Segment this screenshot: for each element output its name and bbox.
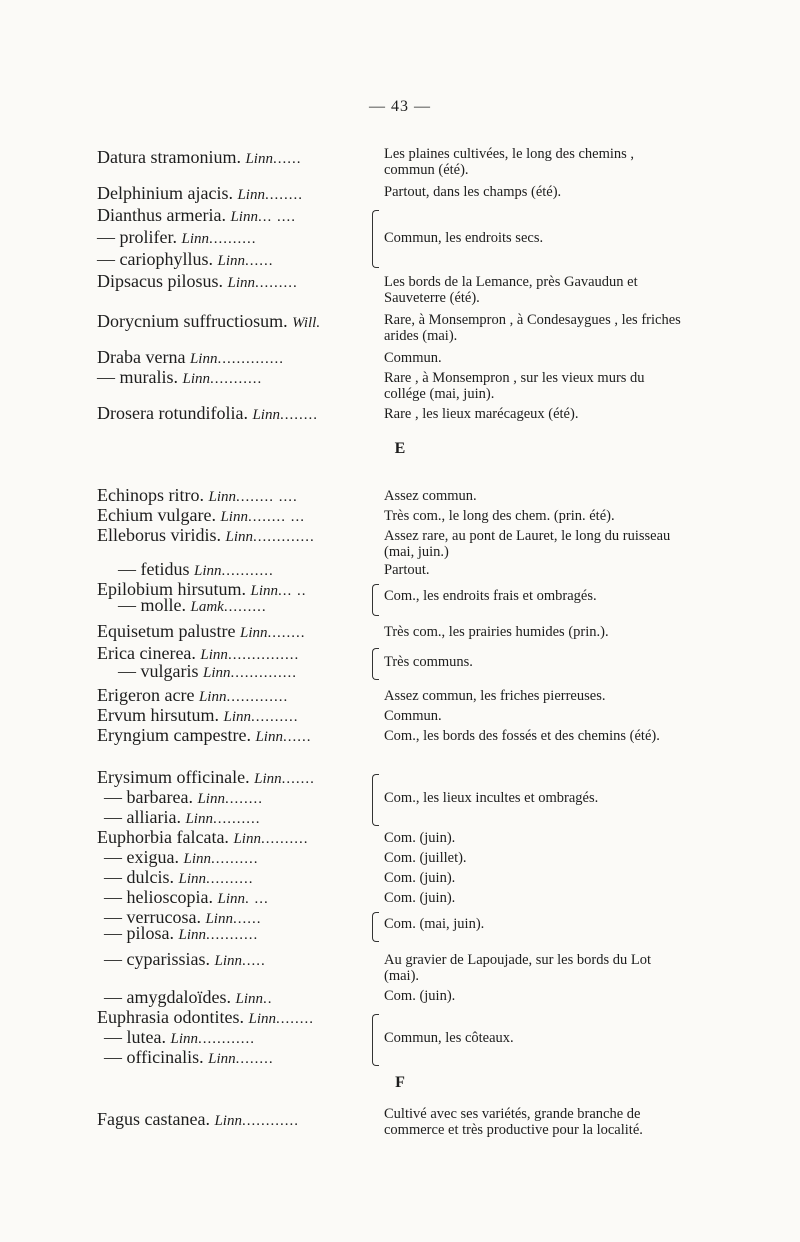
page-number: — 43 — — [369, 98, 431, 115]
species-name: — verrucosa. — [104, 907, 201, 927]
leader-dots: .......... — [260, 831, 309, 847]
entry-row — [0, 986, 800, 1008]
author: Linn — [245, 151, 273, 167]
author: Linn — [252, 407, 280, 423]
author: Linn — [170, 1031, 198, 1047]
species-name: Euphrasia odontites. — [97, 1007, 244, 1027]
author: Linn — [189, 351, 218, 367]
author: Lamk — [190, 599, 224, 615]
species-name: — prolifer. — [97, 227, 177, 247]
entry-row — [0, 866, 800, 888]
author: Linn — [235, 991, 263, 1007]
entry-row — [0, 558, 800, 580]
note: Rare , les lieux marécageux (été). — [384, 406, 579, 422]
note: Les plaines cultivées, le long des chemins , commun (été). — [384, 146, 635, 178]
leader-dots: ........ — [279, 407, 318, 423]
author: Linn — [250, 583, 279, 599]
author: Linn — [255, 729, 283, 745]
author: Linn — [197, 791, 225, 807]
note: Com., les bords des fossés et des chemins (été). — [384, 728, 660, 744]
note: Commun, les côteaux. — [384, 1030, 514, 1046]
entry-row — [0, 204, 800, 226]
author: Linn — [200, 647, 228, 663]
entry-row — [0, 402, 800, 424]
entry-row — [0, 654, 800, 682]
leader-dots: ........ — [264, 187, 303, 203]
author: Linn — [178, 871, 207, 887]
species-name: — fetidus — [118, 559, 190, 579]
species-name: — lutea. — [104, 1027, 166, 1047]
leader-dots: ........... — [210, 371, 263, 387]
species-name: Dipsacus pilosus. — [97, 271, 223, 291]
author: Linn — [178, 927, 207, 943]
entry-row — [0, 806, 800, 828]
species-name: Dianthus armeria. — [97, 205, 226, 225]
entry-row — [0, 484, 800, 506]
author: Linn — [233, 831, 261, 847]
note: Très com., le long des chem. (prin. été). — [384, 508, 615, 524]
leader-dots: ........ — [267, 625, 306, 641]
leader-dots: ... .. — [278, 583, 307, 599]
entry-row — [0, 766, 800, 788]
note: Com., les lieux incultes et ombragés. — [384, 790, 599, 806]
note: Commun. — [384, 708, 442, 724]
note: Assez commun. — [384, 488, 477, 504]
note: Com. (juin). — [384, 870, 456, 886]
note: Com., les endroits frais et ombragés. — [384, 588, 597, 604]
note: Com. (juin). — [384, 830, 456, 846]
species-name: — molle. — [118, 595, 186, 615]
species-name: — exigua. — [104, 847, 179, 867]
species-name: Epilobium hirsutum. — [97, 579, 247, 599]
section-letter-e: E — [394, 440, 406, 457]
species-name: — pilosa. — [104, 923, 174, 943]
author: Linn — [182, 371, 211, 387]
entry-row — [0, 346, 800, 368]
leader-dots: ............. — [253, 529, 315, 545]
entry-row — [0, 310, 800, 344]
author: Linn — [181, 231, 209, 247]
author: Linn — [227, 275, 256, 291]
species-name: Echium vulgare. — [97, 505, 216, 525]
species-name: Echinops ritro. — [97, 485, 204, 505]
note: Partout, dans les champs (été). — [384, 184, 562, 200]
note: Commun, les endroits secs. — [384, 230, 544, 246]
species-name: — cyparissias. — [104, 949, 210, 969]
note: Très com., les prairies humides (prin.). — [384, 624, 609, 640]
entry-row — [0, 724, 800, 746]
species-name: — barbarea. — [104, 787, 193, 807]
entry-row — [0, 948, 800, 984]
species-name: Eryngium campestre. — [97, 725, 251, 745]
species-name: Elleborus viridis. — [97, 525, 221, 545]
leader-dots: ........ — [235, 1051, 274, 1067]
note: Rare, à Monsempron , à Condesaygues , les friches arides (mai). — [384, 312, 681, 344]
brace — [372, 584, 379, 616]
leader-dots: ... .... — [257, 209, 296, 225]
entry-row — [0, 524, 800, 560]
leader-dots: ........... — [221, 563, 274, 579]
note: Assez rare, au pont de Lauret, le long du ruisseau (mai, juin.) — [384, 528, 671, 560]
leader-dots: ............... — [227, 647, 300, 663]
note: Assez commun, les friches pierreuses. — [384, 688, 606, 704]
entry-row — [0, 1006, 800, 1028]
entry-row — [0, 684, 800, 706]
species-name: — dulcis. — [104, 867, 174, 887]
note: Les bords de la Lemance, près Gavaudun et Sauveterre (été). — [384, 274, 638, 306]
leader-dots: .......... — [212, 811, 261, 827]
entry-row — [0, 1026, 800, 1048]
note: Com. (juillet). — [384, 850, 467, 866]
author: Linn — [214, 1113, 242, 1129]
author: Linn — [217, 253, 245, 269]
leader-dots: ............. — [226, 689, 289, 705]
author: Linn — [214, 953, 242, 969]
species-name: — alliaria. — [104, 807, 181, 827]
note: Partout. — [384, 562, 430, 578]
note: Très communs. — [384, 654, 473, 670]
leader-dots: ....... — [281, 771, 315, 787]
species-name: — officinalis. — [104, 1047, 204, 1067]
leader-dots: ..... — [242, 953, 266, 969]
species-name: Equisetum palustre — [97, 621, 236, 641]
note: Au gravier de Lapoujade, sur les bords du Lot (mai). — [384, 952, 651, 984]
leader-dots: .. — [263, 991, 273, 1007]
leader-dots: ...... — [245, 253, 274, 269]
entry-row — [0, 620, 800, 642]
note: Cultivé avec ses variétés, grande branche de commerce et très productive pour la localité. — [384, 1106, 643, 1138]
species-name: Draba verna — [97, 347, 186, 367]
species-name: Delphinium ajacis. — [97, 183, 233, 203]
species-name: Erigeron acre — [97, 685, 195, 705]
author: Linn — [225, 529, 254, 545]
leader-dots: ........ — [276, 1011, 314, 1027]
leader-dots: .......... — [209, 231, 257, 247]
leader-dots: ........... — [206, 927, 259, 943]
author: Linn — [208, 1051, 236, 1067]
species-name: Erica cinerea. — [97, 643, 196, 663]
leader-dots: ........ — [224, 791, 263, 807]
entry-row — [0, 270, 800, 306]
author: Linn — [198, 689, 227, 705]
species-name: — vulgaris — [118, 661, 199, 681]
leader-dots: ......... — [255, 275, 298, 291]
species-name: — helioscopia. — [104, 887, 213, 907]
leader-dots: ...... — [282, 729, 312, 745]
species-name: Euphorbia falcata. — [97, 827, 229, 847]
entry-row — [0, 248, 800, 270]
entry-row — [0, 1106, 800, 1138]
author: Linn — [239, 625, 268, 641]
leader-dots: ............ — [241, 1113, 299, 1129]
author: Linn — [220, 509, 248, 525]
entry-row — [0, 704, 800, 726]
leader-dots: .............. — [230, 665, 298, 681]
species-name: — cariophyllus. — [97, 249, 213, 269]
species-name: — muralis. — [97, 367, 178, 387]
leader-dots: ......... — [223, 599, 267, 615]
author: Linn — [203, 665, 231, 681]
author: Linn — [223, 709, 252, 725]
entry-row — [0, 786, 800, 808]
author: Will. — [292, 315, 321, 331]
leader-dots: .......... — [206, 871, 254, 887]
leader-dots: .......... — [251, 709, 299, 725]
note: Com. (juin). — [384, 988, 456, 1004]
entry-row — [0, 146, 800, 178]
leader-dots: ...... — [272, 151, 302, 167]
species-name: Ervum hirsutum. — [97, 705, 219, 725]
brace — [372, 210, 379, 268]
author: Linn — [230, 209, 258, 225]
entry-row — [0, 226, 800, 248]
species-name: — amygdaloïdes. — [104, 987, 231, 1007]
brace — [372, 1014, 379, 1066]
entry-row — [0, 1046, 800, 1068]
leader-dots: ............ — [198, 1031, 255, 1047]
leader-dots: ...... — [232, 911, 262, 927]
leader-dots: .............. — [217, 351, 284, 367]
leader-dots: ........ ... — [247, 509, 305, 525]
note: Com. (mai, juin). — [384, 916, 485, 932]
section-letter-f: F — [395, 1074, 405, 1091]
entry-row — [0, 826, 800, 848]
brace — [372, 912, 379, 942]
author: Linn — [208, 489, 236, 505]
species-name: Datura stramonium. — [97, 147, 241, 167]
note: Com. (juin). — [384, 890, 456, 906]
species-name: Drosera rotundifolia. — [97, 403, 248, 423]
note: Rare , à Monsempron , sur les vieux murs du collége (mai, juin). — [384, 370, 645, 402]
species-name: Dorycnium suffructiosum. — [97, 311, 288, 331]
entry-row — [0, 886, 800, 908]
author: Linn — [254, 771, 282, 787]
entry-row — [0, 366, 800, 402]
entry-row — [0, 504, 800, 526]
brace — [372, 648, 379, 680]
leader-dots: ........ .... — [236, 489, 298, 505]
species-name: Fagus castanea. — [97, 1109, 210, 1129]
author: Linn — [185, 811, 213, 827]
entry-row — [0, 846, 800, 868]
leader-dots: . ... — [245, 891, 269, 907]
author: Linn — [217, 891, 245, 907]
author: Linn — [248, 1011, 276, 1027]
brace — [372, 774, 379, 826]
entry-row — [0, 182, 800, 204]
author: Linn — [183, 851, 211, 867]
author: Linn — [237, 187, 265, 203]
species-name: Erysimum officinale. — [97, 767, 250, 787]
author: Linn — [205, 911, 233, 927]
leader-dots: .......... — [211, 851, 259, 867]
note: Commun. — [384, 350, 442, 366]
author: Linn — [194, 563, 222, 579]
